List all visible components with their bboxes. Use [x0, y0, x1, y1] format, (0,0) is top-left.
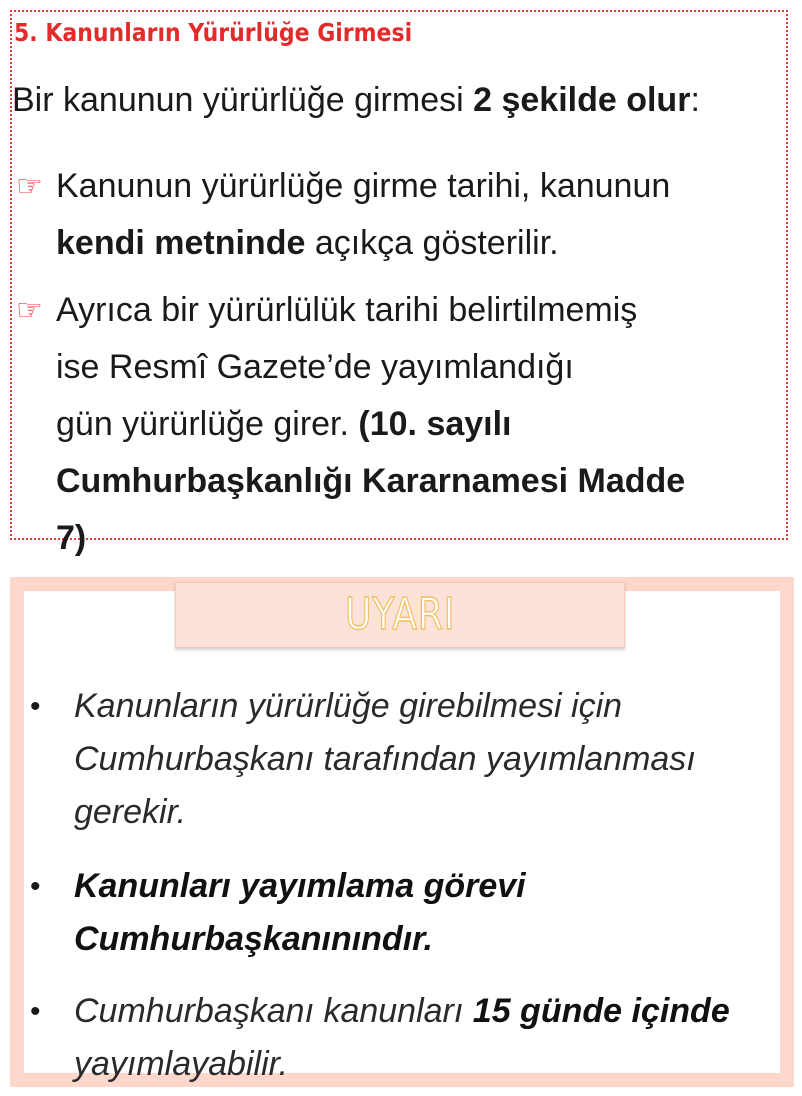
point-2-line-5 [56, 510, 685, 567]
point-item-1 [16, 158, 670, 272]
bullet-1-line-2: Cumhurbaşkanı tarafından yayımlanması [74, 740, 696, 778]
point-1-line-1: Kanunun yürürlüğe girme tarihi, kanunun [56, 167, 671, 205]
point-2-line-2: ise Resmî Gazete’de yayımlandığı [56, 348, 574, 386]
point-2-line-3-text: gün yürürlüğe girer. [56, 405, 359, 443]
pointing-hand-icon: ☞ [16, 293, 43, 328]
warning-bullet-3 [30, 985, 730, 1091]
bullet-icon: • [30, 870, 41, 903]
section-title: 5. Kanunların Yürürlüğe Girmesi [14, 18, 413, 47]
point-item-2 [16, 282, 685, 567]
bullet-1-line-3: gerekir. [74, 793, 187, 831]
bullet-3-line-2: yayımlayabilir. [74, 1045, 289, 1083]
point-2-line-4 [56, 453, 685, 510]
point-2-line-3-bold: (10. sayılı [358, 405, 512, 443]
warning-title: UYARI [344, 589, 456, 640]
bullet-2-line-2: Cumhurbaşkanınındır. [74, 920, 433, 958]
point-2-line-3 [56, 396, 685, 453]
bullet-icon: • [30, 995, 41, 1028]
bullet-2-line-1: Kanunları yayımlama görevi [74, 867, 526, 905]
point-1-rest: açıkça gösterilir. [305, 224, 559, 262]
bullet-icon: • [30, 690, 41, 723]
bullet-3-text: Cumhurbaşkanı kanunları [74, 992, 473, 1030]
bullet-1-line-1: Kanunların yürürlüğe girebilmesi için [74, 687, 623, 725]
bullet-3-bold: 15 günde içinde [472, 992, 730, 1030]
warning-bullet-1 [30, 680, 696, 839]
point-2-line-5-bold: 7) [56, 519, 87, 557]
intro-end: : [690, 81, 700, 119]
intro-text: Bir kanunun yürürlüğe girmesi [12, 81, 474, 119]
point-2-line-4-bold: Cumhurbaşkanlığı Kararnamesi Madde [56, 462, 686, 500]
point-1-line-2 [56, 215, 670, 272]
point-1-bold: kendi metninde [56, 224, 306, 262]
pointing-hand-icon: ☞ [16, 169, 43, 204]
point-2-line-1: Ayrıca bir yürürlülük tarihi belirtilmemiş [56, 291, 638, 329]
intro-bold: 2 şekilde olur [473, 81, 691, 119]
warning-header [175, 582, 625, 648]
warning-bullet-2 [30, 860, 526, 966]
intro-sentence [12, 78, 700, 122]
bullet-3-line-1 [74, 985, 730, 1038]
